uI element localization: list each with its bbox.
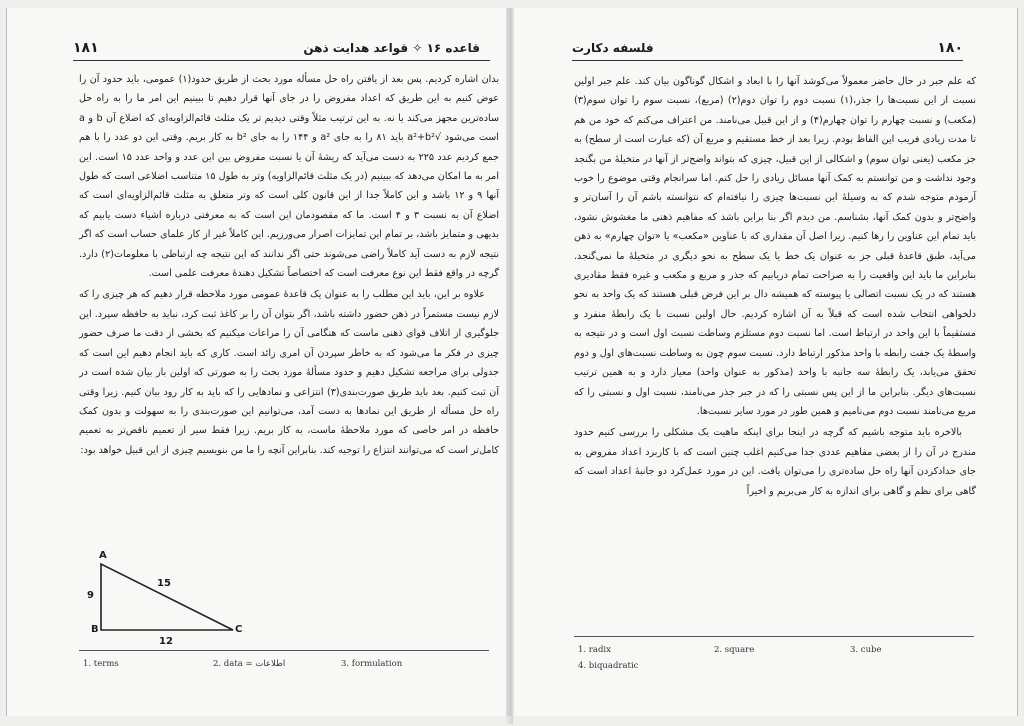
- right-running-head: فلسفه دکارت: [572, 41, 654, 55]
- left-paragraph-1: بدان اشاره کردیم. پس بعد از یافتن راه حل مسأله مورد بحث از طریق حدود(۱) عمومی، باید حدود آن را عوض کنیم به این طریق که اعداد مفروض را در جای آنها قرار دهیم تا ببینیم این امر ما را به راه حل ساده‌ترین مجهز می‌کند یا نه. به این ترتیب مثلاً وقتی دیدیم تر یک مثلث قائم‌الزاویه‌ای که اضلاع آن b و a است می‌شود √a²+b² باید ۸۱ را به جای a² و ۱۴۴ را به جای b² به کار بریم. وقتی این دو عدد را با هم جمع کردیم عدد ۲۲۵ به دست می‌آید که ریشهٔ آن یا نسبت مفروض بین این عدد و واحد عدد ۱۵ است. این امر به ما امکان می‌دهد که ببینیم (در یک مثلث قائم‌الزاویه) وتر به طول ۱۵ متناسب اضلاعی است که طول آنها ۹ و ۱۲ باشد و این کاملاً جدا از این قانون کلی است که وتر متعلق به مثلث قائم‌الزاویه‌ای است که اضلاع آن به نسبت ۳ و ۴ است. ما که مقصودمان این است که به معرفتی درباره اشیاء دست یابیم که بدیهی و متمایز باشد، بر تمام این تمایزات اصرار می‌ورزیم. این کاملاً غیر از کار علمای حساب است که اگر نتیجه لازم به دست آید کاملاً راضی می‌شوند حتی اگر ندانند که این نتیجه چه ارتباطی با معلومات(۲) دارد. گرچه در واقع فقط این نوع معرفت است که اختصاصاً تشکیل دهندهٔ معرفت علمی است.: [79, 74, 500, 280]
- triangle-shape: [101, 564, 233, 630]
- left-paragraph-2: علاوه بر این، باید این مطلب را به عنوان یک قاعدهٔ عمومی مورد ملاحظه قرار دهیم که هر چیزی را که لازم نیست مستمراً در ذهن حضور داشته باشد، اگر بتوان آن را بر کاغذ ثبت کرد، نباید به حافظه سپرد. این جلوگیری از اتلاف قوای ذهنی ماست که هنگامی آن را مراعات میکنیم که بخشی از دقت ما صرف حضور چیزی در فکر ما می‌شود که به خاطر سپردن آن امری زائد است. کاری که باید انجام دهیم این است که جدولی برای مراجعه تشکیل دهیم و حدود مسألهٔ مورد بحث را به صورتی که اولین بار بیان شده است در آن ثبت کنیم. بعد باید طریق صورت‌بندی(۳) انتزاعی و نمادهایی را که باید به کار رود بیان کنیم. زیرا وقتی راه حل مسأله از طریق این نمادها به دست آمد، می‌توانیم این صورت‌بندی را به سهولت و بدون کمک حافظه در امر خاصی که مورد ملاحظهٔ ماست، به کار بریم. زیرا فقط سیر از تعمیم ناقص‌تر به تعمیم کامل‌تر است که می‌توانند انتزاع را توجیه کند. بنابراین آنچه را ما من بنویسیم چیزی از این قبیل خواهد بود:: [79, 289, 499, 456]
- vertex-c-label: C: [235, 624, 243, 635]
- base-length-label: 12: [159, 636, 173, 647]
- left-page-header: [73, 38, 490, 61]
- left-footnotes: [79, 650, 489, 691]
- left-running-head: قاعده ۱۶ ✧ قواعد هدایت ذهن: [303, 41, 480, 55]
- left-page-number: ۱۸۱: [73, 40, 99, 56]
- vertex-b-label: B: [91, 624, 99, 635]
- hypotenuse-length-label: 15: [157, 578, 171, 589]
- right-page: [514, 8, 1018, 716]
- left-footnote-2: 2. data = اطلاعات: [213, 659, 286, 669]
- left-page: [6, 8, 510, 716]
- right-footnote-1: 1. radix: [578, 645, 611, 655]
- right-footnote-3: 3. cube: [850, 645, 882, 655]
- right-page-header: [572, 38, 963, 61]
- right-page-number: ۱۸۰: [937, 40, 963, 56]
- right-footnote-4: 4. biquadratic: [578, 661, 639, 671]
- right-body-text: [574, 72, 976, 612]
- right-triangle-figure: [83, 550, 253, 656]
- left-footnote-3: 3. formulation: [341, 659, 403, 669]
- right-paragraph-1: که علم جبر در حال حاضر معمولاً می‌کوشد آنها را با ابعاد و اشکال گوناگون بیان کند. علم جبر اولین نسبت از این نسبت‌ها را جذر،(۱) نسبت دوم را توان دوم(۲) (مربع)، نسبت سوم را توان سوم(۳) (مکعب) و نسبت چهارم را توان چهارم(۴) و از این قبیل می‌نامند. من اعتراف می‌کنم که خود من هم تا مدت زیادی فریب این الفاظ بودم. زیرا بعد از خط مستقیم و مربع آن (که عبارت است از سطح) به جز مکعب (یعنی توان سوم) و اشکالی از این قبیل، چیزی که بتواند واضح‌تر از آنها در متخیلهٔ من بگنجد وجود نداشت و من توانستم به کمک آنها مسائل زیادی را حل کنم. اما سرانجام وقتی موضوع را خوب آزمودم متوجه شدم که به وسیلهٔ این نسبت‌ها چیزی را نیافته‌ام که نتوانسته باشم آن را آسان‌تر و واضح‌تر و بدون کمک آنها، بشناسم. من دیدم اگر بنا براین باشد که مفاهیم ذهنی ما مغشوش نشود، باید تمام این عناوین را رها کنیم. زیرا اصل آن مقداری که با عناوین «مکعب» یا «توان چهارم» به ذهن می‌آید، طبق قاعدهٔ قبلی جز به عنوان یک خط یا یک سطح به نحو دیگری در متخیلهٔ ما نمی‌گنجد. بنابراین ما باید این واقعیت را به صراحت تمام دریابیم که جذر و مربع و مکعب و غیره فقط مقادیری هستند که در یک نسبت اتصالی یا پیوسته که همیشه دال بر این فرض قبلی هستند که یک واحد به نحو دلخواهی انتخاب شده است که قبلاً به آن اشاره کردیم. حال اولین نسبت با یک رابطهٔ منفرد و مستقیماً با این واحد در ارتباط است. اما نسبت دوم مستلزم وساطت نسبت اول است و در نتیجه به واسطهٔ یک جفت رابطه با واحد مذکور ارتباط دارد. نسبت سوم چون به وساطت نسبت‌های اول و دوم تحقق می‌یابد، یک رابطهٔ سه جانبه با واحد (مذکور به عنوان واحد) معیار دارد و به همین ترتیب نسبت‌های دیگر. بنابراین ما از این پس نسبتی را که در جبر جذر می‌نامند، نسبت اول و نسبتی را که مربع می‌نامند نسبت دوم می‌نامیم و همین طور در مورد سایر نسبت‌ها.: [574, 76, 976, 417]
- vertex-a-label: A: [99, 550, 107, 561]
- right-footnote-2: 2. square: [714, 645, 755, 655]
- left-footnote-1: 1. terms: [83, 659, 119, 669]
- vertical-side-length-label: 9: [87, 590, 94, 601]
- left-body-text: [79, 70, 499, 590]
- right-paragraph-2: بالاخره باید متوجه باشیم که گرچه در اینجا برای اینکه ماهیت یک مشکلی را بررسی کنیم حدود مندرج در آن را از بعضی مفاهیم عددی جدا می‌کنیم اغلب چنین است که با کاربرد اعداد مفروض به جای حدادکردن آنها راه حل ساده‌تری را می‌توان یافت. این در مورد عمل‌کرد دو جانبهٔ اعداد است که گاهی برای نظم و گاهی برای اندازه به کار می‌بریم و اخیراً: [574, 427, 976, 497]
- right-footnotes: [574, 636, 974, 677]
